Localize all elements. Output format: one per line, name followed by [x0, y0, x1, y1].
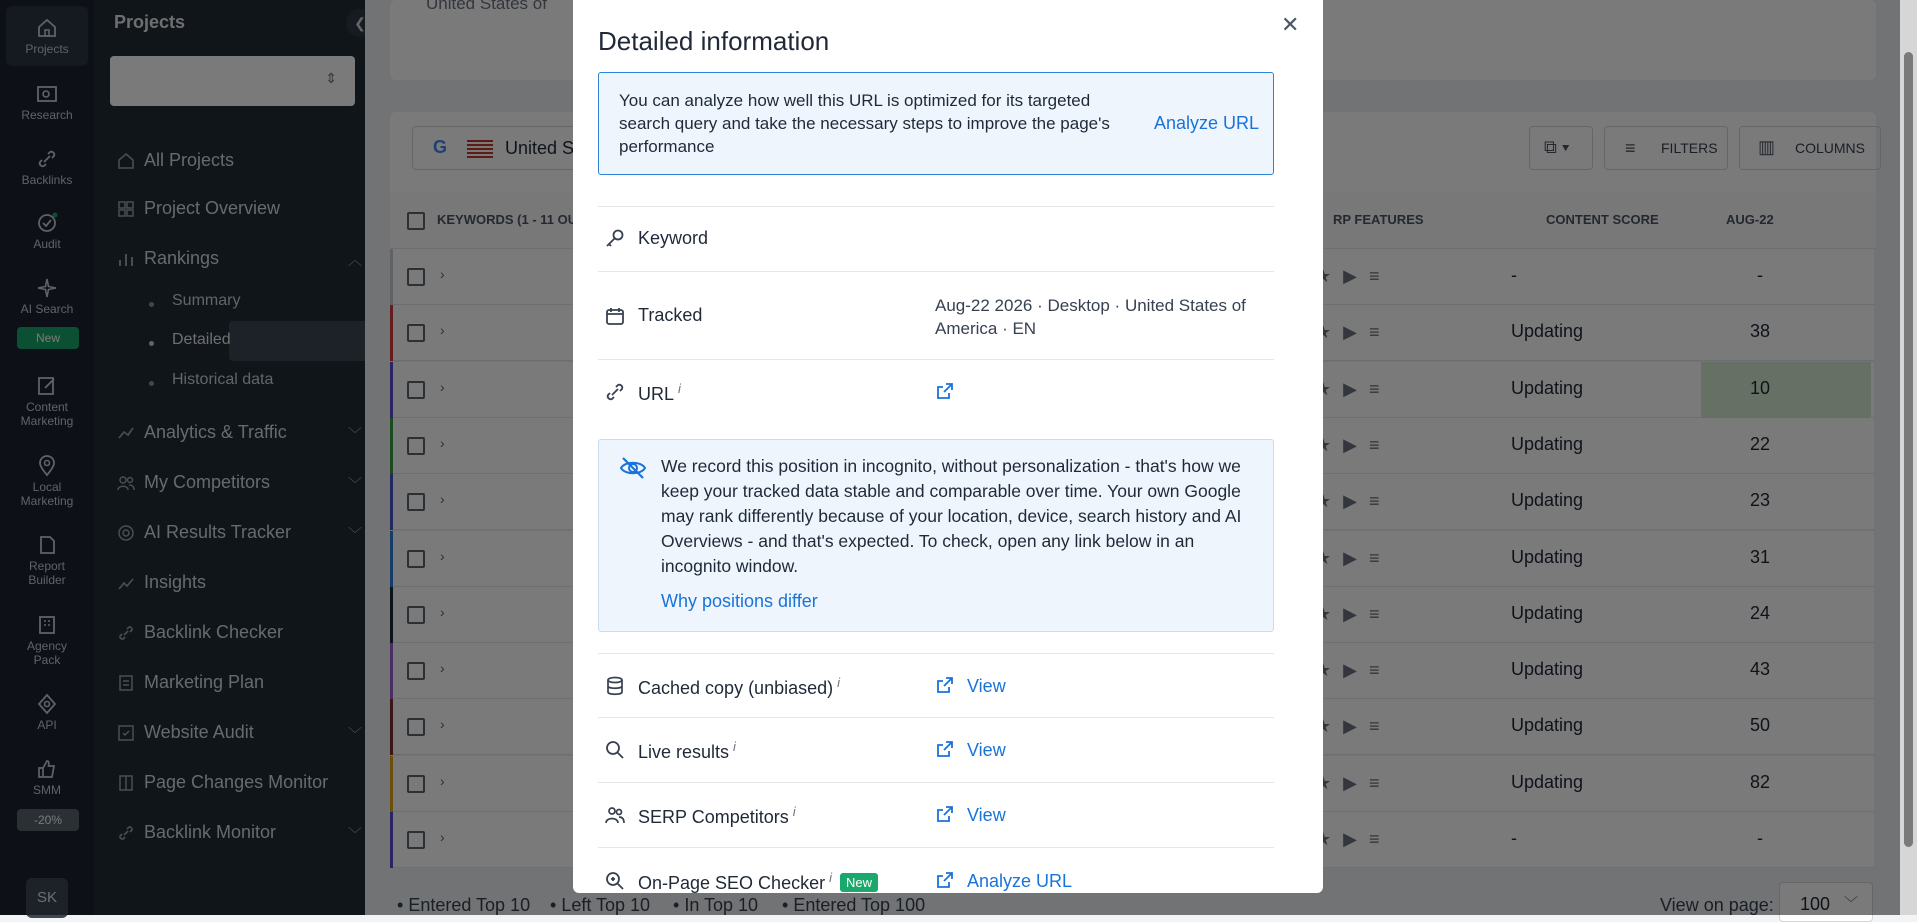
serp-competitors-view-link[interactable] [935, 804, 1006, 826]
cached-copy-label [638, 675, 840, 699]
external-link-icon [935, 381, 955, 401]
external-link-icon [935, 675, 955, 695]
database-icon [604, 675, 626, 697]
eye-off-icon [619, 456, 647, 480]
cached-copy-view-link[interactable] [935, 675, 1006, 697]
onpage-seo-label-text: On-Page SEO Checker [638, 873, 826, 893]
live-results-label-text: Live results [638, 742, 730, 762]
url-row [598, 359, 1274, 423]
view-label: View [967, 805, 1006, 825]
cached-copy-row [598, 653, 1274, 717]
serp-competitors-row [598, 782, 1274, 847]
cached-copy-label-text: Cached copy (unbiased) [638, 678, 834, 698]
calendar-icon [604, 305, 626, 327]
open-url-link[interactable] [935, 381, 967, 403]
info-icon[interactable]: i [829, 870, 832, 885]
live-results-view-link[interactable] [935, 739, 1006, 761]
users-icon [604, 804, 626, 826]
tracked-row [598, 271, 1274, 359]
keyword-label: Keyword [638, 228, 709, 248]
analyze-url-link[interactable]: Analyze URL [1154, 113, 1260, 133]
key-icon [604, 227, 626, 249]
link-icon [604, 381, 626, 403]
url-label-text: URL [638, 384, 675, 404]
live-results-label [638, 739, 736, 763]
tracked-label: Tracked [638, 305, 703, 325]
info-icon[interactable]: i [837, 675, 841, 690]
view-label: View [967, 676, 1006, 696]
new-badge: New [840, 873, 878, 892]
live-results-row [598, 717, 1274, 782]
close-icon[interactable]: ✕ [1281, 12, 1300, 37]
serp-competitors-label [638, 804, 796, 828]
info-icon[interactable]: i [733, 739, 736, 754]
external-link-icon [935, 804, 955, 824]
incognito-notice [598, 439, 1274, 632]
external-link-icon [935, 739, 955, 759]
tracked-value: Aug-22 2026 · Desktop · United States of America · EN [935, 296, 1246, 338]
why-positions-differ-link[interactable]: Why positions differ [661, 591, 818, 611]
onpage-seo-analyze-link[interactable] [935, 870, 1072, 892]
page-scrollbar[interactable] [1900, 0, 1917, 915]
external-link-icon [935, 870, 955, 890]
info-icon[interactable]: i [678, 381, 681, 396]
analyze-info-text: You can analyze how well this URL is optimized for its targeted search query and take the necessary steps to improve the page's performance [619, 91, 1110, 156]
onpage-seo-row [598, 847, 1274, 893]
analyze-url-label: Analyze URL [967, 871, 1073, 891]
serp-competitors-label-text: SERP Competitors [638, 807, 789, 827]
view-label: View [967, 740, 1006, 760]
analyze-info-box [598, 72, 1274, 175]
incognito-text: We record this position in incognito, without personalization - that's how we keep your tracked data stable and comparable over time. Your own Google may rank differently because of your location, device, search history and AI Overviews - and that's expected. To check, open any link below in an incognito window. [661, 456, 1242, 576]
info-icon[interactable]: i [792, 804, 796, 819]
onpage-seo-label [638, 870, 878, 893]
url-label [638, 381, 681, 405]
detailed-info-modal [573, 0, 1323, 893]
scrollbar-thumb[interactable] [1904, 52, 1913, 847]
search-icon [604, 739, 626, 761]
zoom-search-icon [604, 870, 626, 892]
keyword-row [598, 206, 1274, 271]
modal-title: Detailed information [598, 26, 830, 56]
